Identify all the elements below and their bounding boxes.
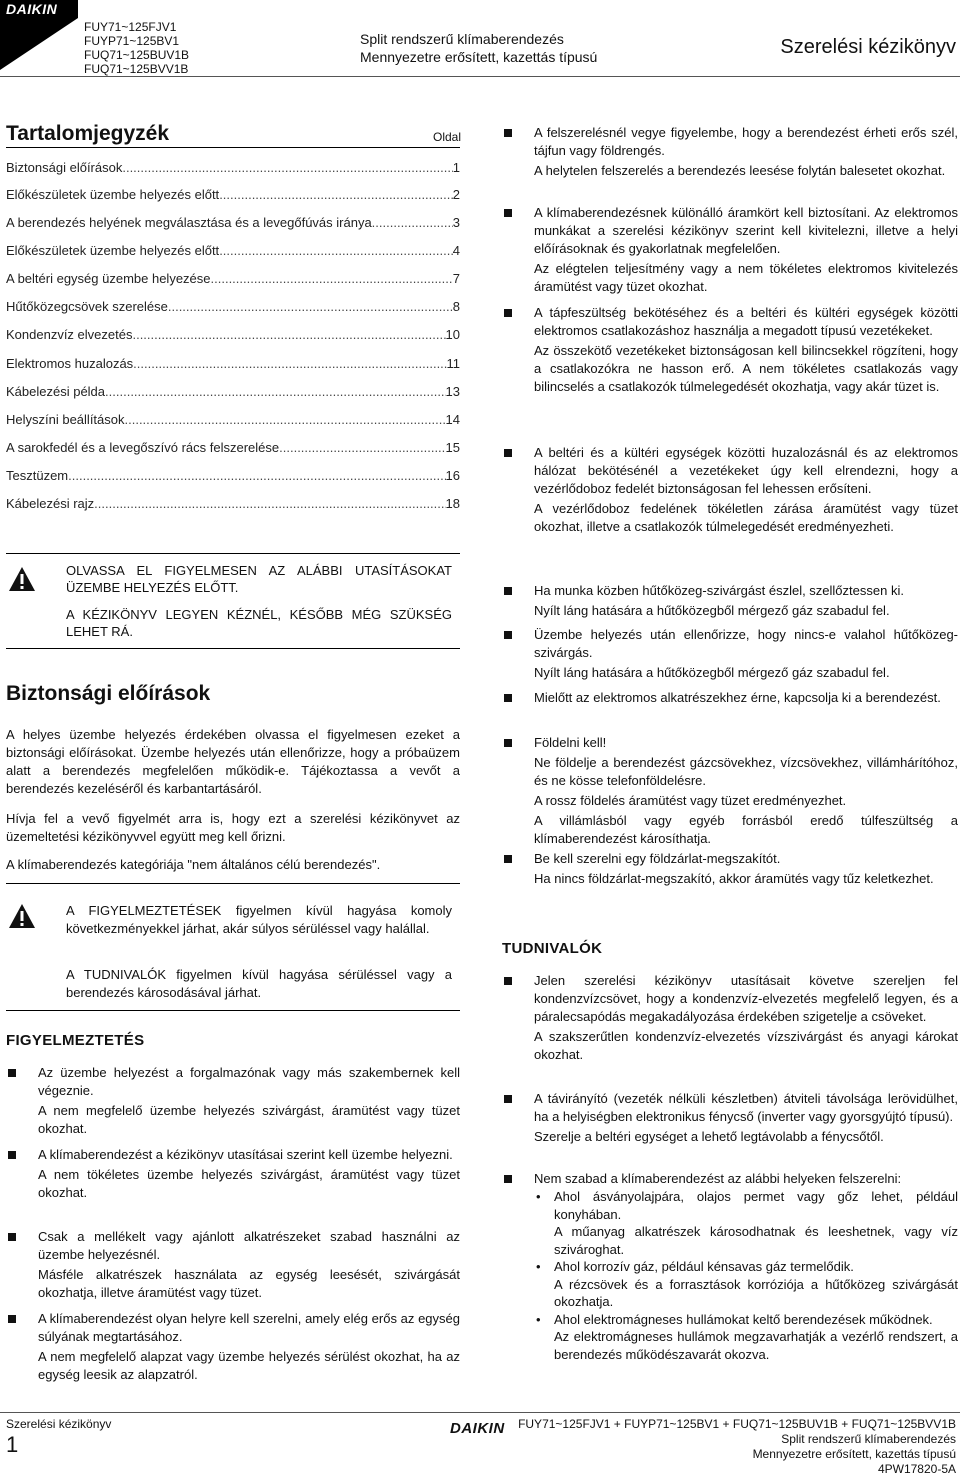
warning-box-bottom-rule: [6, 1010, 460, 1011]
bullet-item: [534, 204, 958, 296]
bullet-extra-text: A vezérlődoboz fedelének tökéletlen zárása áramütést vagy tüzet okozhat, illetve a csatlakozók túlmelegedését eredményezheti.: [534, 501, 958, 534]
footer-model-info: [518, 1417, 956, 1477]
bullet-item: [534, 1090, 958, 1146]
toc-entry-page: 11: [446, 356, 460, 371]
location-item: [534, 1188, 958, 1258]
safety-paragraph-3: A klímaberendezés kategóriája "nem általános célú berendezés".: [6, 857, 381, 872]
toc-entry-label: Kábelezési példa: [6, 384, 106, 399]
toc-entry[interactable]: [6, 271, 460, 289]
toc-entry[interactable]: [6, 384, 460, 402]
toc-entry-page: 4: [452, 243, 460, 258]
bullet-main-text: A felszerelésnél vegye figyelembe, hogy a berendezést érheti erős szél, tájfun vagy földrengés.: [534, 125, 958, 158]
toc-entry-label: A sarokfedél és a levegőszívó rács felszerelése: [6, 440, 280, 455]
subtitle-line-2: Mennyezetre erősített, kazettás típusú: [360, 49, 598, 65]
bullet-main-text: Üzembe helyezés után ellenőrizze, hogy nincs-e valahol hűtőközeg-szivárgás.: [534, 627, 958, 660]
toc-entry-label: A berendezés helyének megválasztása és a levegőfúvás iránya: [6, 215, 372, 230]
toc-entry[interactable]: [6, 243, 460, 261]
toc-leader-dots: [132, 327, 445, 342]
safety-paragraph-1: A helyes üzembe helyezés érdekében olvassa el figyelmesen ezeket a biztonsági előírásokat. Üzembe helyezés után ellenőrizze, hogy a próbaüzem alatt a berendezés megfelelően működik-e. Tájékoztassa a vevőt a berendezés kezeléséről és karbantartásáról.: [6, 727, 460, 796]
toc-entry-label: Előkészületek üzembe helyezés előtt: [6, 187, 220, 202]
bullet-marker: [504, 449, 512, 457]
bullet-main-text: A tápfeszültség bekötéséhez és a beltéri és kültéri egységek közötti elektromos csatlakozáshoz használja a megadott típusú vezetékeket.: [534, 305, 958, 338]
bullet-marker: [504, 587, 512, 595]
bullet-marker: [504, 129, 512, 137]
bullet-item: [534, 626, 958, 682]
toc-leader-dots: [219, 243, 453, 258]
toc-leader-dots: [372, 215, 453, 230]
bullet-item: [534, 444, 958, 536]
toc-entry[interactable]: [6, 160, 460, 178]
toc-entry-label: Kábelezési rajz: [6, 496, 95, 511]
toc-entry-page: 13: [445, 384, 460, 399]
bullet-item: [534, 689, 958, 707]
bullet-marker: [8, 1233, 16, 1241]
toc-entry[interactable]: [6, 299, 460, 317]
bullet-marker: [504, 309, 512, 317]
model-2: FUYP71~125BV1: [84, 34, 180, 48]
location-item: [534, 1311, 958, 1364]
bullet-item: [38, 1064, 460, 1138]
footer-doc-code: 4PW17820-5A: [877, 1462, 956, 1476]
footer-divider: [0, 1412, 960, 1413]
bullet-marker: [504, 739, 512, 747]
bullet-main-text: Nem szabad a klímaberendezést az alábbi helyeken felszerelni:: [534, 1171, 902, 1186]
footer-doc-title: Szerelési kézikönyv: [6, 1417, 112, 1431]
bullet-item: [534, 304, 958, 396]
warning-box-top-rule: [6, 883, 460, 884]
bullet-item: [534, 850, 958, 888]
warning-icon: [8, 566, 36, 592]
bullet-marker: [504, 694, 512, 702]
doc-title: Szerelési kézikönyv: [780, 36, 956, 58]
toc-entry[interactable]: [6, 440, 460, 458]
toc-entry-page: 8: [452, 299, 460, 314]
toc-entry-label: Kondenzvíz elvezetés: [6, 327, 133, 342]
logo-triangle: [0, 18, 78, 70]
toc-entry-page: 10: [445, 327, 460, 342]
bullet-extra-text: A rossz földelés áramütést vagy tüzet eredményezhet.: [534, 793, 847, 808]
toc-entry-label: Előkészületek üzembe helyezés előtt: [6, 243, 220, 258]
bullet-main-text: Csak a mellékelt vagy ajánlott alkatrészeket szabad használni az üzembe helyezésnél.: [38, 1229, 460, 1262]
toc-leader-dots: [219, 187, 453, 202]
location-text: • Ahol elektromágneses hullámokat keltő berendezések működnek.: [554, 1311, 933, 1327]
warning-icon: [8, 903, 36, 929]
toc-entry[interactable]: [6, 327, 460, 345]
toc-entry-page: 18: [445, 496, 460, 511]
toc-entry[interactable]: [6, 496, 460, 514]
toc-entry-label: Helyszíni beállítások: [6, 412, 125, 427]
model-list: [84, 20, 189, 76]
caution-section-title: TUDNIVALÓK: [502, 940, 603, 957]
toc-divider: [6, 147, 460, 148]
bullet-extra-text: A nem megfelelő üzembe helyezés szivárgást, áramütést vagy tüzet okozhat.: [38, 1103, 460, 1136]
safety-paragraph-2: Hívja fel a vevő figyelmét arra is, hogy ezt a szerelési kézikönyvet az üzemeltetési kézikönyvvel együtt meg kell őrizni.: [6, 811, 460, 844]
page-number: 1: [6, 1432, 19, 1457]
bullet-marker: [504, 1175, 512, 1183]
model-3: FUQ71~125BUV1B: [84, 48, 190, 62]
bullet-extra-text: A nem megfelelő alapzat vagy üzembe helyezés sérülést okozhat, ha az egység leesik az alapzatról.: [38, 1349, 460, 1382]
bullet-extra-text: A helytelen felszerelés a berendezés leesése folytán balesetet okozhat.: [534, 163, 946, 178]
safety-title: Biztonsági előírások: [6, 682, 211, 705]
bullet-extra-text: Szerelje a beltéri egységet a lehető legtávolabb a fénycsőtől.: [534, 1129, 884, 1144]
footer-subtitle-2: Mennyezetre erősített, kazettás típusú: [752, 1447, 956, 1461]
bullet-item: [534, 582, 958, 620]
toc-leader-dots: [94, 496, 445, 511]
location-consequence: A műanyag alkatrészek károsodhatnak és leeshetnek, vagy víz szivároghat.: [554, 1224, 958, 1257]
warning-section-title: FIGYELMEZTETÉS: [6, 1032, 145, 1049]
toc-title: Tartalomjegyzék: [6, 122, 170, 145]
bullet-marker: [8, 1151, 16, 1159]
toc-entry-page: 1: [452, 160, 460, 175]
bullet-item: [534, 972, 958, 1064]
location-consequence: Az elektromágneses hullámok megzavarhatják a vezérlő rendszert, a berendezés működészavarát okozva.: [554, 1329, 958, 1362]
bullet-marker: [504, 855, 512, 863]
toc-leader-dots: [133, 356, 446, 371]
toc-entry[interactable]: [6, 187, 460, 205]
bullet-main-text: A távirányító (vezeték nélküli készletben) átviteli távolsága lerövidülhet, ha a helyiségben elektronikus fénycső (inverter vagy gyorsgyújtó típusú).: [534, 1091, 958, 1124]
bullet-item: [38, 1146, 460, 1202]
subtitle-line-1: Split rendszerű klímaberendezés: [360, 31, 564, 47]
toc-page-header: Oldal: [433, 130, 462, 144]
header-subtitle: [360, 30, 597, 66]
bullet-marker: [504, 631, 512, 639]
caution-explanation: A TUDNIVALÓK figyelmen kívül hagyása sérüléssel vagy a berendezés károsodásával járhat.: [66, 967, 452, 1000]
bullet-extra-text: A szakszerűtlen kondenzvíz-elvezetés vízszivárgást és anyagi károkat okozhat.: [534, 1029, 958, 1062]
bullet-marker: [8, 1069, 16, 1077]
location-text: • Ahol korrozív gáz, például kénsavas gáz termelődik.: [554, 1259, 854, 1274]
bullet-main-text: Jelen szerelési kézikönyv utasításait követve szereljen fel kondenzvízcsövet, hogy a kondenzvíz-elvezetés megfelelő legyen, és a páralecsapódás megakadályozása érdekében szigetelje a csöveket.: [534, 973, 958, 1024]
bullet-extra-text: A nem tökéletes üzembe helyezés szivárgást, áramütést vagy tüzet okozhat.: [38, 1167, 460, 1200]
bullet-extra-text: Az összekötő vezetékeket biztonságosan kell bilincsekkel rögzíteni, hogy a csatlakozókra ne hasson erő. A nem tökéletes csatlakozás vagy bilincselés a csatlakozók túlmelegedését okozhatja, vagy akár tüzet is.: [534, 343, 958, 394]
toc-entry[interactable]: [6, 468, 460, 486]
notice-text-1: OLVASSA EL FIGYELMESEN AZ ALÁBBI UTASÍTÁSOKAT ÜZEMBE HELYEZÉS ELŐTT.: [66, 563, 452, 595]
model-1: FUY71~125FJV1: [84, 20, 177, 34]
daikin-logo: DAIKIN: [6, 1, 58, 17]
bullet-main-text: A beltéri és a kültéri egységek közötti huzalozásnál és az elektromos hálózat bekötésénél a vezetékeket úgy kell elrendezni, hogy a vezérlődoboz fedelét biztonságosan fel lehessen erősíteni.: [534, 445, 958, 496]
location-list: [534, 1188, 958, 1363]
bullet-main-text: Az üzembe helyezést a forgalmazónak vagy más szakembernek kell végeznie.: [38, 1065, 460, 1098]
bullet-main-text: A klímaberendezésnek különálló áramkört kell biztosítani. Az elektromos munkákat a szerelési kézikönyv szerint kell kivitelezni, illetve a helyi előírásoknak és gyakorlatnak megfelelően.: [534, 205, 958, 256]
toc-entry-label: Elektromos huzalozás: [6, 356, 134, 371]
bullet-extra-text: Másféle alkatrészek használata az egység leesését, szivárgását okozhatja, illetve áramütést vagy tüzet.: [38, 1267, 460, 1300]
toc-entry-page: 14: [445, 412, 460, 427]
toc-leader-dots: [68, 468, 445, 483]
footer-models: FUY71~125FJV1 + FUYP71~125BV1 + FUQ71~125BUV1B + FUQ71~125BVV1B: [518, 1417, 956, 1431]
toc-leader-dots: [105, 384, 446, 399]
toc-entry[interactable]: [6, 412, 460, 430]
bullet-extra-text: Nyílt láng hatására a hűtőközegből mérgező gáz szabadul fel.: [534, 665, 890, 680]
toc-entry-page: 7: [452, 271, 460, 286]
toc-entry-page: 16: [445, 468, 460, 483]
toc-leader-dots: [122, 160, 452, 175]
toc-entry-page: 15: [445, 440, 460, 455]
toc-leader-dots: [168, 299, 453, 314]
model-4: FUQ71~125BVV1B: [84, 62, 189, 76]
toc-entry-label: Hűtőközegcsövek szerelése: [6, 299, 168, 314]
bullet-marker: [504, 209, 512, 217]
header-divider: [0, 76, 960, 77]
location-text: • Ahol ásványolajpára, olajos permet vagy gőz lehet, például konyhában.: [554, 1189, 958, 1222]
toc-leader-dots: [125, 412, 446, 427]
toc-entry[interactable]: [6, 215, 460, 233]
bullet-extra-text: Ne földelje a berendezést gázcsövekhez, vízcsövekhez, villámhárítóhoz, és ne kösse telefonföldelésre.: [534, 755, 958, 788]
toc-entry-label: Biztonsági előírások: [6, 160, 123, 175]
bullet-main-text: A klímaberendezést olyan helyre kell szerelni, amely elég erős az egység súlyának megtartásához.: [38, 1311, 460, 1344]
bullet-main-text: A klímaberendezést a kézikönyv utasításai szerint kell üzembe helyezni.: [38, 1147, 453, 1162]
toc-entry[interactable]: [6, 356, 460, 374]
warning-explanation: A FIGYELMEZTETÉSEK figyelmen kívül hagyása komoly következményekkel járhat, akár súlyos sérüléssel vagy halállal.: [66, 903, 452, 936]
bullet-item: [534, 1170, 958, 1188]
bullet-main-text: Be kell szerelni egy földzárlat-megszakítót.: [534, 851, 781, 866]
toc-entry-label: A beltéri egység üzembe helyezése: [6, 271, 211, 286]
toc-leader-dots: [279, 440, 445, 455]
bullet-marker: [504, 1095, 512, 1103]
bullet-item: [38, 1228, 460, 1302]
location-item: [534, 1258, 958, 1311]
toc-leader-dots: [211, 271, 453, 286]
footer-subtitle-1: Split rendszerű klímaberendezés: [781, 1432, 956, 1446]
toc-entry-page: 3: [452, 215, 460, 230]
bullet-main-text: Ha munka közben hűtőközeg-szivárgást észlel, szellőztessen ki.: [534, 583, 904, 598]
notice-text-2: A KÉZIKÖNYV LEGYEN KÉZNÉL, KÉSŐBB MÉG SZÜKSÉG LEHET RÁ.: [66, 607, 452, 639]
bullet-extra-text: Az elégtelen teljesítmény vagy a nem tökéletes elektromos kivitelezés áramütést vagy tüzet okozhat.: [534, 261, 958, 294]
notice-bottom-rule: [6, 648, 460, 649]
bullet-main-text: Mielőtt az elektromos alkatrészekhez érne, kapcsolja ki a berendezést.: [534, 690, 941, 705]
bullet-item: [38, 1310, 460, 1384]
bullet-extra-text: Nyílt láng hatására a hűtőközegből mérgező gáz szabadul fel.: [534, 603, 890, 618]
bullet-marker: [8, 1315, 16, 1323]
bullet-item: [534, 734, 958, 848]
notice-top-rule: [6, 553, 460, 554]
footer-daikin-logo: DAIKIN: [450, 1420, 505, 1437]
bullet-item: [534, 124, 958, 180]
toc-entry-label: Tesztüzem: [6, 468, 69, 483]
bullet-extra-text: A villámlásból vagy egyéb forrásból eredő túlfeszültség a klímaberendezést károsíthatja.: [534, 813, 958, 846]
bullet-marker: [504, 977, 512, 985]
toc-entry-page: 2: [452, 187, 460, 202]
bullet-main-text: Földelni kell!: [534, 735, 607, 750]
location-consequence: A rézcsövek és a forrasztások korróziója a hűtőközeg szivárgását okozhatja.: [554, 1276, 958, 1309]
bullet-extra-text: Ha nincs földzárlat-megszakító, akkor áramütés vagy tűz keletkezhet.: [534, 871, 934, 886]
